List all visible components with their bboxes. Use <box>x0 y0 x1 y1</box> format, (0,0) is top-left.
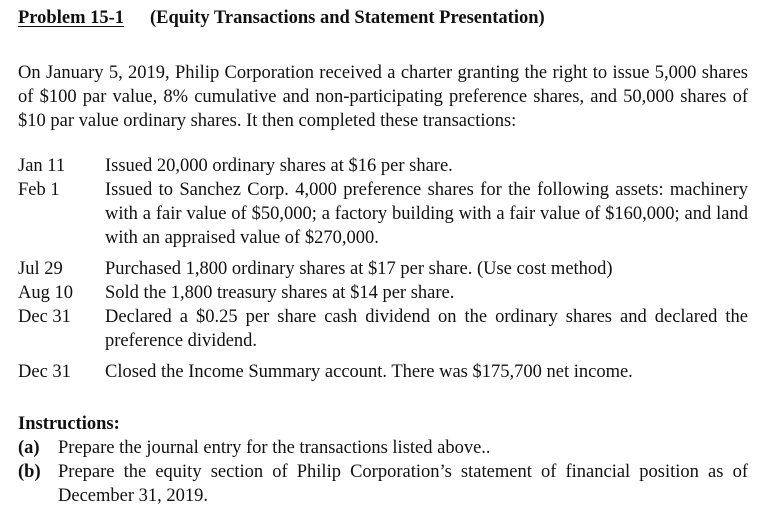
transaction-text: Purchased 1,800 ordinary shares at $17 per share. (Use cost method) <box>105 259 613 279</box>
instruction-item <box>18 436 748 460</box>
transaction-date: Jan 11 <box>18 156 66 176</box>
transaction-date: Dec 31 <box>18 362 71 382</box>
problem-title: (Equity Transactions and Statement Presentation) <box>150 8 545 28</box>
transaction-date: Dec 31 <box>18 307 71 327</box>
transaction-item <box>18 281 748 305</box>
transaction-text: Closed the Income Summary account. There was $175,700 net income. <box>105 362 633 382</box>
instruction-item <box>18 460 748 508</box>
instructions-title: Instructions: <box>18 414 120 434</box>
transaction-list <box>18 154 748 384</box>
transaction-text: Issued to Sanchez Corp. 4,000 preference shares for the following assets: machinery with a fair value of $50,000; a factory building with a fair value of $160,000; and land with an appraised value of $270,000. <box>105 180 748 248</box>
instruction-text: Prepare the journal entry for the transactions listed above.. <box>58 438 491 458</box>
problem-document <box>18 6 748 508</box>
transaction-text: Declared a $0.25 per share cash dividend on the ordinary shares and declared the preference dividend. <box>105 307 748 351</box>
transaction-date: Jul 29 <box>18 259 63 279</box>
instruction-letter: (b) <box>18 462 41 482</box>
transaction-date: Aug 10 <box>18 283 73 303</box>
transaction-item <box>18 360 748 384</box>
transaction-text: Sold the 1,800 treasury shares at $14 per share. <box>105 283 455 303</box>
transaction-item <box>18 257 748 281</box>
instruction-text: Prepare the equity section of Philip Corporation’s statement of financial position as of December 31, 2019. <box>58 462 748 506</box>
problem-heading <box>18 6 748 32</box>
problem-number: Problem 15-1 <box>18 8 125 28</box>
transaction-item <box>18 154 748 178</box>
transaction-item <box>18 178 748 250</box>
transaction-item <box>18 305 748 353</box>
instructions-section <box>18 412 748 508</box>
instruction-letter: (a) <box>18 438 40 458</box>
problem-intro: On January 5, 2019, Philip Corporation received a charter granting the right to issue 5,000 shares of $100 par value, 8% cumulative and non-participating preference shares, and 50,000 shares of $10 par value ordinary shares. It then completed these transactions: <box>18 63 748 131</box>
transaction-date: Feb 1 <box>18 180 60 200</box>
transaction-text: Issued 20,000 ordinary shares at $16 per share. <box>105 156 453 176</box>
